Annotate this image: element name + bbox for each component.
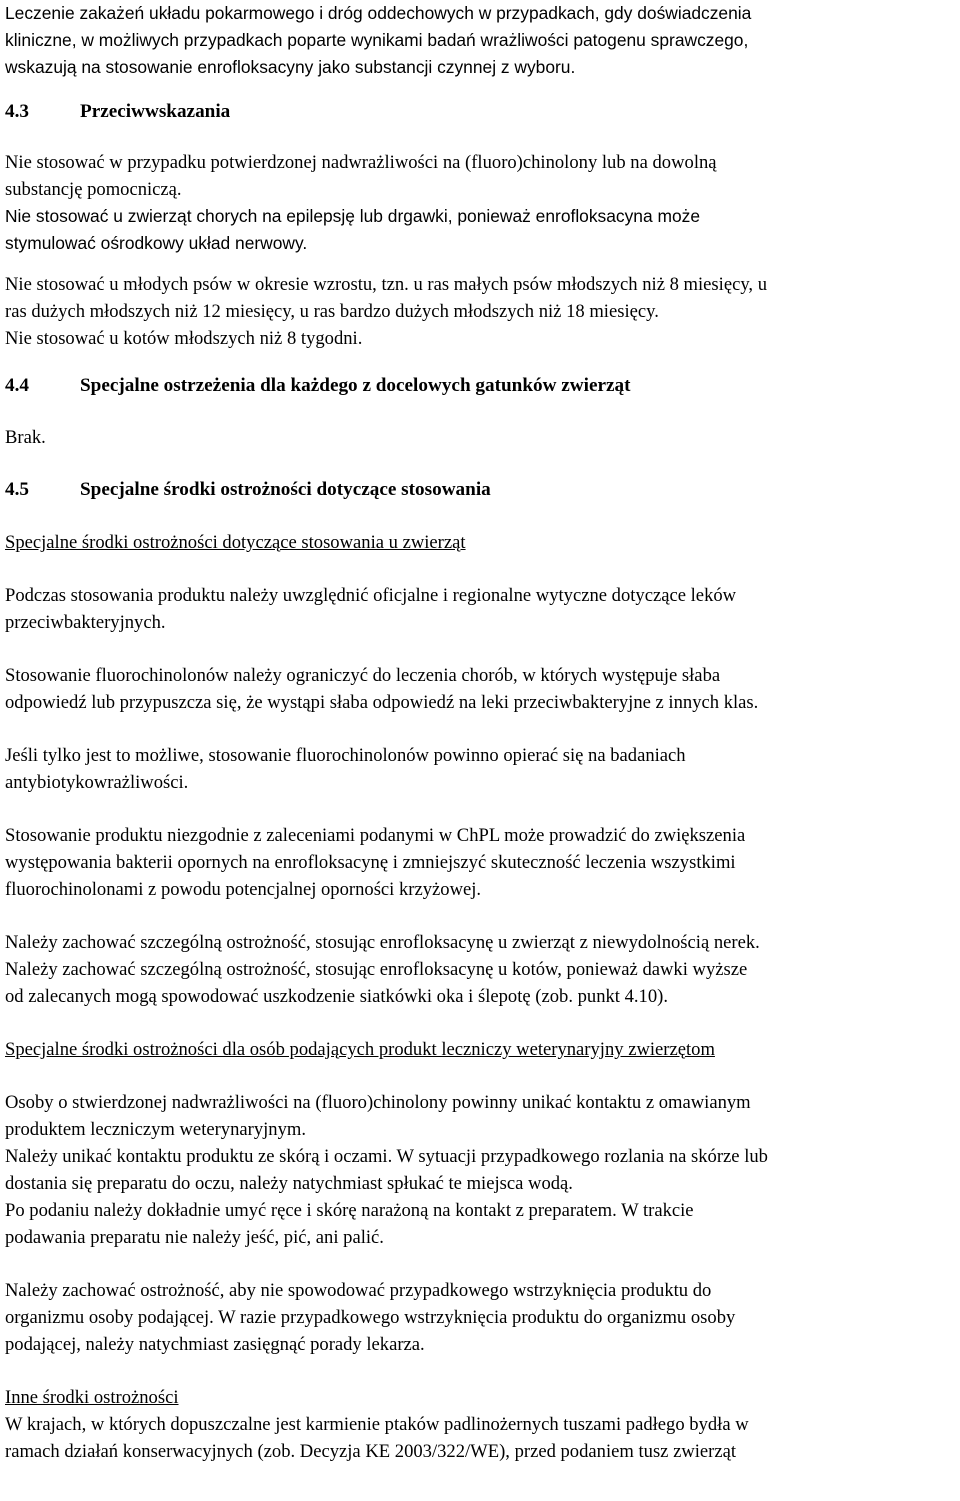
paragraph (5, 929, 958, 1010)
intro-paragraph (5, 0, 958, 81)
text-line: występowania bakterii opornych na enrofloksacynę i zmniejszyć skuteczność leczenia wszystkimi (5, 852, 736, 873)
text-line: Należy unikać kontaktu produktu ze skórą i oczami. W sytuacji przypadkowego rozlania na skórze lub (5, 1146, 768, 1167)
section-4-3-heading (5, 98, 958, 125)
text-line: odpowiedź lub przypuszcza się, że wystąpi słaba odpowiedź na leki przeciwbakteryjne z innych klas. (5, 692, 759, 713)
text-line: ras dużych młodszych niż 12 miesięcy, u ras bardzo dużych młodszych niż 18 miesięcy. (5, 301, 659, 322)
section-number: 4.4 (5, 375, 29, 396)
document-page (5, 0, 958, 1465)
text-line: podawania preparatu nie należy jeść, pić, ani palić. (5, 1227, 384, 1248)
text-line: Nie stosować u zwierząt chorych na epilepsję lub drgawki, ponieważ enrofloksacyna może (5, 206, 701, 226)
text-line: podającej, należy natychmiast zasięgnąć porady lekarza. (5, 1334, 425, 1355)
paragraph (5, 149, 958, 203)
section-4-5-heading (5, 476, 958, 503)
text-line: Po podaniu należy dokładnie umyć ręce i skórę narażoną na kontakt z preparatem. W trakcie (5, 1200, 694, 1221)
text-line: Nie stosować u młodych psów w okresie wzrostu, tzn. u ras małych psów młodszych niż 8 miesięcy, u (5, 274, 768, 295)
section-title: Przeciwwskazania (80, 101, 231, 122)
text-line: organizmu osoby podającej. W razie przypadkowego wstrzyknięcia produktu do organizmu osoby (5, 1307, 736, 1328)
text-line: Stosowanie produktu niezgodnie z zaleceniami podanymi w ChPL może prowadzić do zwiększenia (5, 825, 746, 846)
paragraph (5, 662, 958, 716)
section-title: Specjalne ostrzeżenia dla każdego z docelowych gatunków zwierząt (80, 375, 631, 396)
text-line: fluorochinolonami z powodu potencjalnej oporności krzyżowej. (5, 879, 482, 900)
text-line: Osoby o stwierdzonej nadwrażliwości na (fluoro)chinolony powinny unikać kontaktu z omawianym (5, 1092, 751, 1113)
text-line: Nie stosować w przypadku potwierdzonej nadwrażliwości na (fluoro)chinolony lub na dowolną (5, 152, 717, 173)
text-line: produktem leczniczym weterynaryjnym. (5, 1119, 307, 1140)
text-line: wskazują na stosowanie enrofloksacyny jako substancji czynnej z wyboru. (5, 57, 576, 77)
section-number: 4.5 (5, 479, 29, 500)
text-line: od zalecanych mogą spowodować uszkodzenie siatkówki oka i ślepotę (zob. punkt 4.10). (5, 986, 668, 1007)
text-line: dostania się preparatu do oczu, należy natychmiast spłukać te miejsca wodą. (5, 1173, 573, 1194)
text-line: Nie stosować u kotów młodszych niż 8 tygodni. (5, 328, 363, 349)
text-line: W krajach, w których dopuszczalne jest karmienie ptaków padlinożernych tuszami padłego bydła w (5, 1414, 749, 1435)
subheading-animals: Specjalne środki ostrożności dotyczące stosowania u zwierząt (5, 532, 466, 553)
text-line: antybiotykowrażliwości. (5, 772, 189, 793)
subheading-other: Inne środki ostrożności (5, 1387, 179, 1408)
text-line: Stosowanie fluorochinolonów należy ograniczyć do leczenia chorób, w których występuje słaba (5, 665, 721, 686)
section-4-4-heading (5, 372, 958, 399)
paragraph (5, 1277, 958, 1358)
paragraph (5, 582, 958, 636)
text-line: przeciwbakteryjnych. (5, 612, 166, 633)
subheading-persons: Specjalne środki ostrożności dla osób podających produkt leczniczy weterynaryjny zwierzętom (5, 1039, 715, 1060)
text-line: Podczas stosowania produktu należy uwzględnić oficjalne i regionalne wytyczne dotyczące leków (5, 585, 737, 606)
paragraph (5, 1089, 958, 1251)
paragraph (5, 822, 958, 903)
text-line: Należy zachować szczególną ostrożność, stosując enrofloksacynę u kotów, ponieważ dawki wyższe (5, 959, 748, 980)
paragraph (5, 271, 958, 352)
paragraph (5, 742, 958, 796)
section-title: Specjalne środki ostrożności dotyczące stosowania (80, 479, 491, 500)
text-line: Należy zachować ostrożność, aby nie spowodować przypadkowego wstrzyknięcia produktu do (5, 1280, 712, 1301)
section-number: 4.3 (5, 101, 29, 122)
text-line: stymulować ośrodkowy układ nerwowy. (5, 233, 308, 253)
paragraph (5, 1411, 958, 1465)
text-line: Leczenie zakażeń układu pokarmowego i dróg oddechowych w przypadkach, gdy doświadczenia (5, 3, 752, 23)
section-4-4-text: Brak. (5, 427, 46, 448)
text-line: kliniczne, w możliwych przypadkach poparte wynikami badań wrażliwości patogenu sprawczego, (5, 30, 749, 50)
text-line: substancję pomocniczą. (5, 179, 182, 200)
text-line: Jeśli tylko jest to możliwe, stosowanie fluorochinolonów powinno opierać się na badaniach (5, 745, 686, 766)
text-line: Należy zachować szczególną ostrożność, stosując enrofloksacynę u zwierząt z niewydolnością nerek. (5, 932, 760, 953)
paragraph (5, 203, 958, 257)
text-line: ramach działań konserwacyjnych (zob. Decyzja KE 2003/322/WE), przed podaniem tusz zwierząt (5, 1441, 737, 1462)
